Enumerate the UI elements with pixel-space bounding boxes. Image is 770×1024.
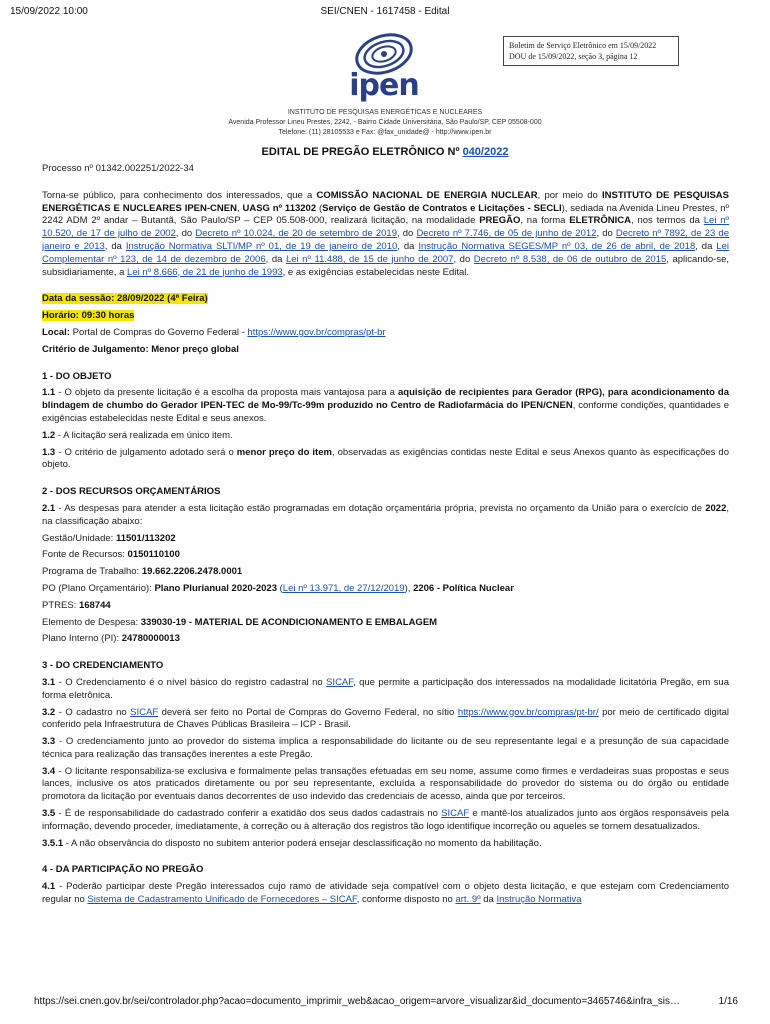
clause-1-3: 1.3 - O critério de julgamento adotado será o menor preço do item, observadas as exigências contidas neste Edital e seus Anexos quanto às especificações do objeto. xyxy=(42,446,730,471)
budget-elemento: Elemento de Despesa: 339030-19 - MATERIAL DE ACONDICIONAMENTO E EMBALAGEM xyxy=(42,616,438,628)
clause-4-1: 4.1 - Poderão participar deste Pregão interessados cujo ramo de atividade seja compatível com o objeto desta licitação, e que estejam com Credenciamento regular no Sistema de Cadastramento Unificado de Fornecedores – SICAF, conforme disposto no art. 9º da Instrução Normativa xyxy=(42,881,729,906)
sicaf-full-link[interactable]: Sistema de Cadastramento Unificado de Fornecedores – SICAF xyxy=(87,894,357,906)
page-title xyxy=(0,146,770,158)
section-heading: 3 - DO CREDENCIAMENTO xyxy=(42,660,164,672)
logo-wordmark: ipen xyxy=(349,68,419,103)
budget-plano: Plano Interno (PI): 24780000013 xyxy=(42,633,180,645)
budget-po: PO (Plano Orçamentário): Plano Plurianual 2020-2023 (Lei nº 13.971, de 27/12/2019), 2206 - Política Nuclear xyxy=(42,582,514,594)
decreto-8538-link[interactable]: Decreto nº 8.538, de 06 de outubro de 2015 xyxy=(473,253,667,265)
lei-11488-link[interactable]: Lei nº 11.488, de 15 de junho de 2007 xyxy=(285,253,454,265)
art-9-link[interactable]: art. 9º xyxy=(455,894,481,906)
institution-block xyxy=(0,108,770,138)
in-slti-01-link[interactable]: Instrução Normativa SLTI/MP nº 01, de 19 de janeiro de 2010 xyxy=(125,240,398,252)
session-date: Data da sessão: 28/09/2022 (4ª Feira) xyxy=(42,293,208,305)
clause-3-3: 3.3 - O credenciamento junto ao provedor do sistema implica a responsabilidade do licitante ou de seu representante legal e a presunção de sua capacidade técnica para realização das transações inerentes a este Pregão. xyxy=(42,736,729,760)
section-heading: 4 - DA PARTICIPAÇÃO NO PREGÃO xyxy=(42,864,204,876)
intro-paragraph: Torna-se público, para conhecimento dos interessados, que a COMISSÃO NACIONAL DE ENERGIA NUCLEAR, por meio do INSTITUTO DE PESQUISAS ENERGÉTICAS E NUCLEARES IPEN-CNEN, UASG nº 113202 (Serviço de Gestão de Contratos e Licitações - SECLI), sediada na Avenida Lineu Prestes, nº 2242 ADM 2º andar – Butantã, São Paulo/SP – CEP 05.508-000, realizará licitação, na modalidade PREGÃO, na forma ELETRÔNICA, nos termos da Lei nº 10.520, de 17 de julho de 2002, do Decreto nº 10.024, de 20 de setembro de 2019, do Decreto nº 7.746, de 05 de junho de 2012, do Decreto nº 7892, de 23 de janeiro e 2013, da Instrução Normativa SLTI/MP nº 01, de 19 de janeiro de 2010, da Instrução Normativa SEGES/MP nº 03, de 26 de abril, de 2018, da Lei Complementar nº 123, de 14 de dezembro de 2006, da Lei nº 11.488, de 15 de junho de 2007, do Decreto nº 8.538, de 06 de outubro de 2015, aplicando-se, subsidiariamente, a Lei nº 8.666, de 21 de junho de 1993, e as exigências estabelecidas neste Edital. xyxy=(42,189,729,278)
clause-1-1: 1.1 - O objeto da presente licitação é a escolha da proposta mais vantajosa para a aquisição de recipientes para Gerador (RPG), para acondicionamento da blindagem de chumbo do Gerador IPEN-TEC de Mo-99/Tc-99m produzido no Centro de Radiofarmácia do IPEN/CNEN, conforme condições, quantidades e exigências estabelecidas neste Edital e seus anexos. xyxy=(42,387,730,424)
compras-link[interactable]: https://www.gov.br/compras/pt-br xyxy=(247,326,386,338)
session-time: Horário: 09:30 horas xyxy=(42,310,135,322)
bulletin-line: Boletim de Serviço Eletrônico em 15/09/2022 xyxy=(509,41,657,50)
sicaf-link[interactable]: SICAF xyxy=(130,706,159,718)
decreto-7892-link[interactable]: Decreto nº 7892, de 23 de janeiro e 2013 xyxy=(42,228,729,252)
processo-number: Processo nº 01342.002251/2022-34 xyxy=(42,163,194,174)
clause-1-2: 1.2 - A licitação será realizada em único item. xyxy=(42,429,233,441)
clause-3-1: 3.1 - O Credenciamento é o nível básico do registro cadastral no SICAF, que permite a participação dos interessados na modalidade licitatória Pregão, em sua forma eletrônica. xyxy=(42,676,729,701)
sicaf-link[interactable]: SICAF xyxy=(441,808,470,820)
sicaf-link[interactable]: SICAF xyxy=(326,676,354,688)
decreto-7746-link[interactable]: Decreto nº 7.746, de 05 de junho de 2012 xyxy=(416,228,597,240)
edital-title-text: EDITAL DE PREGÃO ELETRÔNICO Nº xyxy=(261,146,463,158)
lei-10520-link[interactable]: Lei nº 10.520, de 17 de julho de 2002 xyxy=(42,215,729,240)
budget-programa: Programa de Trabalho: 19.662.2206.2478.0001 xyxy=(42,566,243,578)
print-date: 15/09/2022 10:00 xyxy=(10,6,88,17)
budget-fonte: Fonte de Recursos: 0150110100 xyxy=(42,549,180,561)
section-heading: 1 - DO OBJETO xyxy=(42,370,112,382)
page-number: 1/16 xyxy=(718,996,738,1007)
compras-portal-link[interactable]: https://www.gov.br/compras/pt-br/ xyxy=(457,706,599,718)
institution-contact: Telefone: (11) 28105533 e Fax: @fax_unidade@ - http://www.ipen.br xyxy=(278,129,492,136)
decreto-10024-link[interactable]: Decreto nº 10.024, de 20 de setembro de 2019 xyxy=(195,228,397,240)
edital-number-link[interactable]: 040/2022 xyxy=(462,146,509,158)
print-title: SEI/CNEN - 1617458 - Edital xyxy=(320,6,450,17)
budget-gestao: Gestão/Unidade: 11501/113202 xyxy=(42,532,176,544)
clause-3-2: 3.2 - O cadastro no SICAF deverá ser feito no Portal de Compras do Governo Federal, no sítio https://www.gov.br/compras/pt-br/ por meio de certificado digital conferido pela Infraestrutura de Chaves Públicas Brasileira – ICP - Brasil. xyxy=(42,706,729,731)
document-body xyxy=(42,163,729,907)
publication-box xyxy=(503,36,679,66)
lei-8666-link[interactable]: Lei nº 8.666, de 21 de junho de 1993 xyxy=(127,266,283,278)
clause-3-4: 3.4 - O licitante responsabiliza-se exclusiva e formalmente pelas transações efetuadas em seu nome, assume como firmes e verdadeiras suas propostas e seus lances, inclusive os atos praticados diretamente ou por seu representante, excluída a responsabilidade do provedor do sistema ou do órgão ou entidade promotora da licitação por eventuais danos decorrentes de uso indevido das credenciais de acesso, ainda que por terceiros. xyxy=(42,765,729,803)
instrucao-normativa-link[interactable]: Instrução Normativa xyxy=(496,894,582,906)
clause-2-1: 2.1 - As despesas para atender a esta licitação estão programadas em dotação orçamentária própria, prevista no orçamento da União para o exercício de 2022, na classificação abaixo: xyxy=(42,502,729,527)
clause-3-5: 3.5 - É de responsabilidade do cadastrado conferir a exatidão dos seus dados cadastrais no SICAF e mantê-los atualizados junto aos órgãos responsáveis pela informação, devendo proceder, imediatamente, à correção ou à alteração dos registros tão logo identifique incorreção ou aqueles se tornem desatualizados. xyxy=(42,808,729,832)
session-criterio: Critério de Julgamento: Menor preço global xyxy=(42,343,239,355)
dou-line: DOU de 15/09/2022, seção 3, página 12 xyxy=(509,52,638,61)
lei-13971-link[interactable]: Lei nº 13.971, de 27/12/2019 xyxy=(282,582,405,594)
print-url: https://sei.cnen.gov.br/sei/controlador.php?acao=documento_imprimir_web&acao_origem=arvore_visualizar&id_documento=3465746&infra_sis… xyxy=(34,996,681,1007)
budget-ptres: PTRES: 168744 xyxy=(42,599,111,611)
institution-address: Avenida Professor Lineu Prestes, 2242, - Bairro Cidade Universitária, São Paulo/SP, CEP 05508-000 xyxy=(228,119,542,126)
session-local: Local: Portal de Compras do Governo Federal - https://www.gov.br/compras/pt-br xyxy=(42,326,386,338)
in-seges-03-link[interactable]: Instrução Normativa SEGES/MP nº 03, de 26 de abril, de 2018 xyxy=(418,240,696,252)
section-heading: 2 - DOS RECURSOS ORÇAMENTÁRIOS xyxy=(42,486,221,498)
lc-123-link[interactable]: Lei Complementar nº 123, de 14 de dezembro de 2006 xyxy=(42,240,729,265)
institution-name: INSTITUTO DE PESQUISAS ENERGÉTICAS E NUCLEARES xyxy=(287,109,483,116)
clause-3-5-1: 3.5.1 - A não observância do disposto no subitem anterior poderá ensejar desclassificação no momento da habilitação. xyxy=(42,837,542,849)
